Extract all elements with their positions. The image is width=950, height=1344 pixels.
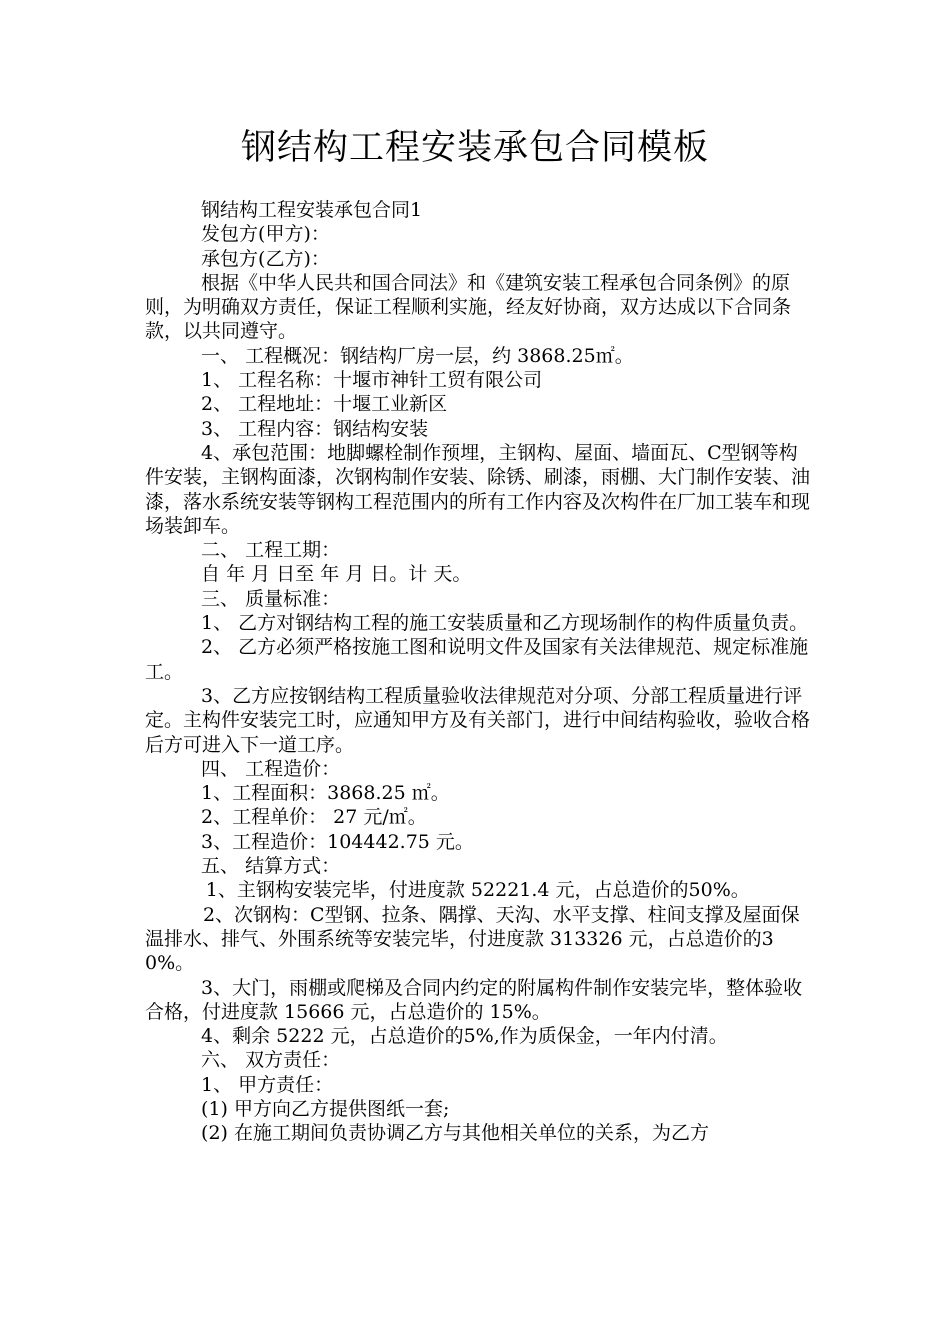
section-heading: 一、 工程概况：钢结构厂房一层，约 3868.25㎡。 [201, 344, 634, 367]
list-item: 2、 工程地址：十堰工业新区 [201, 393, 448, 416]
list-item: 3、大门，雨棚或爬梯及合同内约定的附属构件制作安装完毕，整体验收合格，付进度款 15666 元，占总造价的 15%。 [145, 976, 803, 1023]
list-item: 3、工程造价：104442.75 元。 [201, 830, 474, 853]
contract-heading: 钢结构工程安装承包合同1 [201, 199, 423, 221]
document-body [145, 198, 813, 1146]
section-heading: 六、 双方责任： [201, 1049, 341, 1072]
section-heading: 二、 工程工期： [201, 539, 341, 562]
list-item: 1、工程面积：3868.25 ㎡。 [201, 782, 450, 805]
list-item: (1) 甲方向乙方提供图纸一套; [201, 1097, 450, 1120]
list-item: 4、承包范围：地脚螺栓制作预埋，主钢构、屋面、墙面瓦、C型钢等构件安装，主钢构面漆，次钢构制作安装、除锈、刷漆，雨棚、大门制作安装、油漆，落水系统安装等钢构工程范围内的所有工作内容及次构件在厂加工装车和现场装卸车。 [145, 441, 811, 537]
schedule-line: 自 年 月 日至 年 月 日。计 天。 [201, 563, 472, 586]
list-item: 1、 甲方责任： [201, 1073, 334, 1096]
list-item: 1、 工程名称：十堰市神针工贸有限公司 [201, 369, 543, 392]
preamble-paragraph: 根据《中华人民共和国合同法》和《建筑安装工程承包合同条例》的原则，为明确双方责任，保证工程顺利实施，经友好协商，双方达成以下合同条款，以共同遵守。 [145, 271, 792, 343]
section-heading: 四、 工程造价： [201, 757, 341, 780]
list-item: 2、次钢构：C型钢、拉条、隅撑、天沟、水平支撑、柱间支撑及屋面保温排水、排气、外围系统等安装完毕，付进度款 313326 元，占总造价的30%。 [145, 903, 800, 975]
list-item: 3、乙方应按钢结构工程质量验收法律规范对分项、分部工程质量进行评定。主构件安装完工时，应通知甲方及有关部门，进行中间结构验收，验收合格后方可进入下一道工序。 [145, 684, 811, 756]
section-heading: 三、 质量标准： [201, 587, 341, 610]
list-item: 2、 乙方必须严格按施工图和说明文件及国家有关法律规范、规定标准施工。 [145, 636, 809, 683]
list-item: 1、主钢构安装完毕，付进度款 52221.4 元，占总造价的50%。 [205, 879, 750, 902]
list-item: 3、 工程内容：钢结构安装 [201, 417, 429, 440]
list-item: 4、剩余 5222 元，占总造价的5%,作为质保金，一年内付清。 [201, 1025, 728, 1048]
party-b-line: 承包方(乙方)： [201, 247, 330, 270]
document-title: 钢结构工程安装承包合同模板 [240, 128, 709, 168]
list-item: 1、 乙方对钢结构工程的施工安装质量和乙方现场制作的构件质量负责。 [201, 612, 809, 635]
section-heading: 五、 结算方式： [201, 855, 341, 878]
list-item: 2、工程单价： 27 元/㎡。 [201, 806, 427, 829]
list-item: (2) 在施工期间负责协调乙方与其他相关单位的关系，为乙方 [201, 1122, 710, 1145]
party-a-line: 发包方(甲方)： [201, 223, 330, 246]
